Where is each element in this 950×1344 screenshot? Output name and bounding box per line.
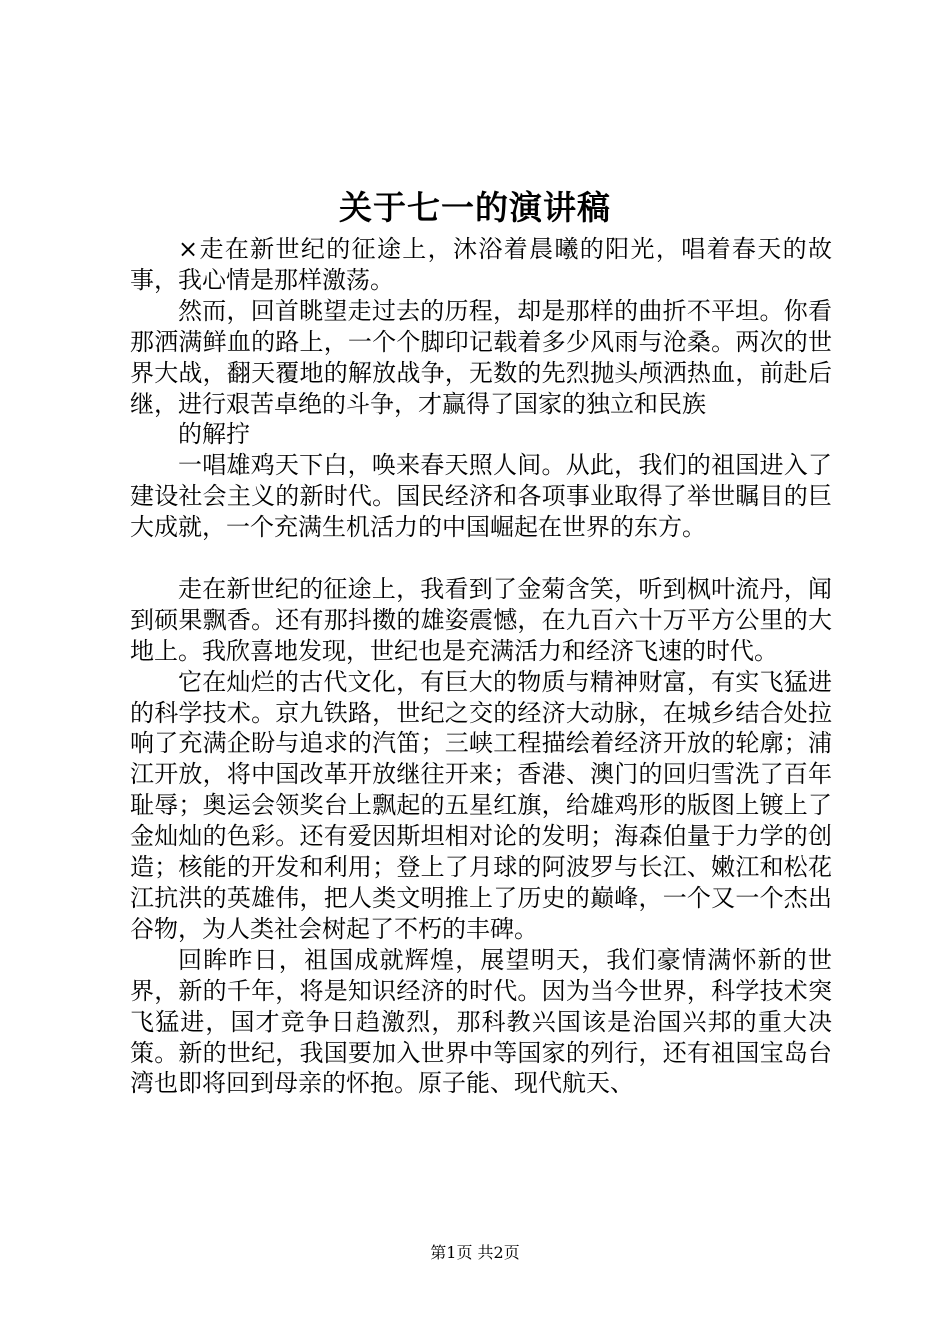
document-title: 关于七一的演讲稿 [339, 188, 611, 227]
page-footer: 第1页 共2页 [430, 1243, 520, 1262]
paragraph-4: 一唱雄鸡天下白，唤来春天照人间。从此，我们的祖国进入了建设社会主义的新时代。国民经济和各项事业取得了举世瞩目的巨大成就，一个充满生机活力的中国崛起在世界的东方。 [130, 451, 832, 542]
paragraph-1: ×走在新世纪的征途上，沐浴着晨曦的阳光，唱着春天的故事，我心情是那样激荡。 [130, 235, 832, 294]
paragraph-7: 回眸昨日，祖国成就辉煌，展望明天，我们豪情满怀新的世界，新的千年，将是知识经济的时代。因为当今世界，科学技术突飞猛进，国才竞争日趋激烈，那科教兴国该是治国兴邦的重大决策。新的世纪，我国要加入世界中等国家的列行，还有祖国宝岛台湾也即将回到母亲的怀抱。原子能、现代航天、 [130, 945, 832, 1098]
document-body [130, 234, 832, 1099]
paragraph-5: 走在新世纪的征途上，我看到了金菊含笑，听到枫叶流丹，闻到硕果飘香。还有那抖擞的雄姿震憾，在九百六十万平方公里的大地上。我欣喜地发现，世纪也是充满活力和经济飞速的时代。 [130, 574, 832, 665]
paragraph-3: 的解拧 [178, 420, 250, 449]
paragraph-2: 然而，回首眺望走过去的历程，却是那样的曲折不平坦。你看那洒满鲜血的路上，一个个脚印记载着多少风雨与沧桑。两次的世界大战，翻天覆地的解放战争，无数的先烈抛头颅洒热血，前赴后继，进行艰苦卓绝的斗争，才赢得了国家的独立和民族 [130, 296, 832, 418]
paragraph-6: 它在灿烂的古代文化，有巨大的物质与精神财富，有实飞猛进的科学技术。京九铁路，世纪之交的经济大动脉，在城乡结合处拉响了充满企盼与追求的汽笛；三峡工程描绘着经济开放的轮廓；浦江开放，将中国改革开放继往开来；香港、澳门的回归雪洗了百年耻辱；奥运会领奖台上飘起的五星红旗，给雄鸡形的版图上镀上了金灿灿的色彩。还有爱因斯坦相对论的发明；海森伯量于力学的创造；核能的开发和利用；登上了月球的阿波罗与长江、嫩江和松花江抗洪的英雄伟，把人类文明推上了历史的巅峰，一个又一个杰出谷物，为人类社会树起了不朽的丰碑。 [130, 667, 832, 943]
